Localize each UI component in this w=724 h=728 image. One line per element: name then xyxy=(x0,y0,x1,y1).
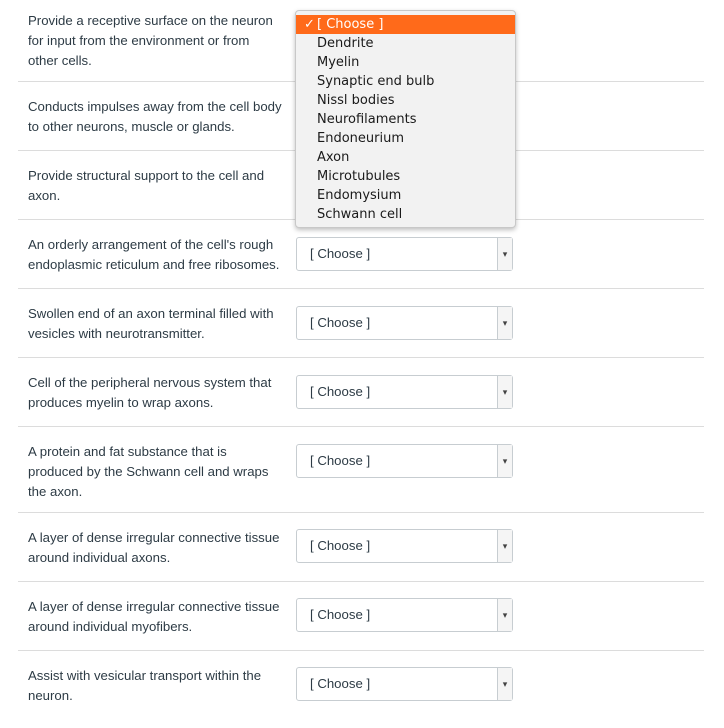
chevron-down-icon[interactable]: ▾ xyxy=(497,445,512,477)
answer-select[interactable] xyxy=(296,667,513,701)
question-row xyxy=(18,651,704,728)
dropdown-option-dendrite[interactable]: Dendrite xyxy=(317,36,374,51)
select-value: [ Choose ] xyxy=(310,384,371,399)
question-prompt: Conducts impulses away from the cell body to other neurons, muscle or glands. xyxy=(28,99,282,134)
dropdown-option-choose[interactable]: ✓ [ Choose ] xyxy=(296,15,515,34)
dropdown-menu xyxy=(295,10,516,228)
answer-select[interactable] xyxy=(296,529,513,563)
question-row xyxy=(18,513,704,582)
select-value: [ Choose ] xyxy=(310,607,371,622)
checkmark-icon: ✓ xyxy=(304,17,315,32)
dropdown-option-nissl-bodies[interactable]: Nissl bodies xyxy=(317,93,395,108)
chevron-down-icon[interactable]: ▾ xyxy=(497,599,512,631)
answer-select[interactable] xyxy=(296,375,513,409)
dropdown-option-myelin[interactable]: Myelin xyxy=(317,55,360,70)
question-prompt: Swollen end of an axon terminal filled with vesicles with neurotransmitter. xyxy=(28,306,274,341)
question-row xyxy=(18,582,704,651)
answer-select[interactable] xyxy=(296,598,513,632)
question-prompt: An orderly arrangement of the cell's rough endoplasmic reticulum and free ribosomes. xyxy=(28,237,280,272)
dropdown-option-endomysium[interactable]: Endomysium xyxy=(317,188,402,203)
dropdown-option-endoneurium[interactable]: Endoneurium xyxy=(317,131,404,146)
question-prompt: A layer of dense irregular connective tissue around individual axons. xyxy=(28,530,280,565)
chevron-down-icon[interactable]: ▾ xyxy=(497,376,512,408)
answer-select[interactable] xyxy=(296,306,513,340)
dropdown-option-synaptic-end-bulb[interactable]: Synaptic end bulb xyxy=(317,74,435,89)
question-prompt: A layer of dense irregular connective tissue around individual myofibers. xyxy=(28,599,280,634)
question-row xyxy=(18,427,704,513)
select-value: [ Choose ] xyxy=(310,538,371,553)
dropdown-option-axon[interactable]: Axon xyxy=(317,150,350,165)
question-row xyxy=(18,289,704,358)
select-value: [ Choose ] xyxy=(310,676,371,691)
question-prompt: Cell of the peripheral nervous system that produces myelin to wrap axons. xyxy=(28,375,272,410)
chevron-down-icon[interactable]: ▾ xyxy=(497,530,512,562)
answer-select[interactable] xyxy=(296,444,513,478)
chevron-down-icon[interactable]: ▾ xyxy=(497,238,512,270)
question-prompt: A protein and fat substance that is produced by the Schwann cell and wraps the axon. xyxy=(28,444,269,499)
question-prompt: Assist with vesicular transport within the neuron. xyxy=(28,668,262,703)
dropdown-option-neurofilaments[interactable]: Neurofilaments xyxy=(317,112,417,127)
chevron-down-icon[interactable]: ▾ xyxy=(497,307,512,339)
question-row xyxy=(18,220,704,289)
dropdown-option-schwann-cell[interactable]: Schwann cell xyxy=(317,207,403,222)
select-value: [ Choose ] xyxy=(310,315,371,330)
question-prompt: Provide a receptive surface on the neuron for input from the environment or from other cells. xyxy=(28,13,273,68)
question-prompt: Provide structural support to the cell and axon. xyxy=(28,168,265,203)
answer-select[interactable] xyxy=(296,237,513,271)
select-value: [ Choose ] xyxy=(310,246,371,261)
select-value: [ Choose ] xyxy=(310,453,371,468)
dropdown-option-microtubules[interactable]: Microtubules xyxy=(317,169,401,184)
question-row xyxy=(18,358,704,427)
chevron-down-icon[interactable]: ▾ xyxy=(497,668,512,700)
